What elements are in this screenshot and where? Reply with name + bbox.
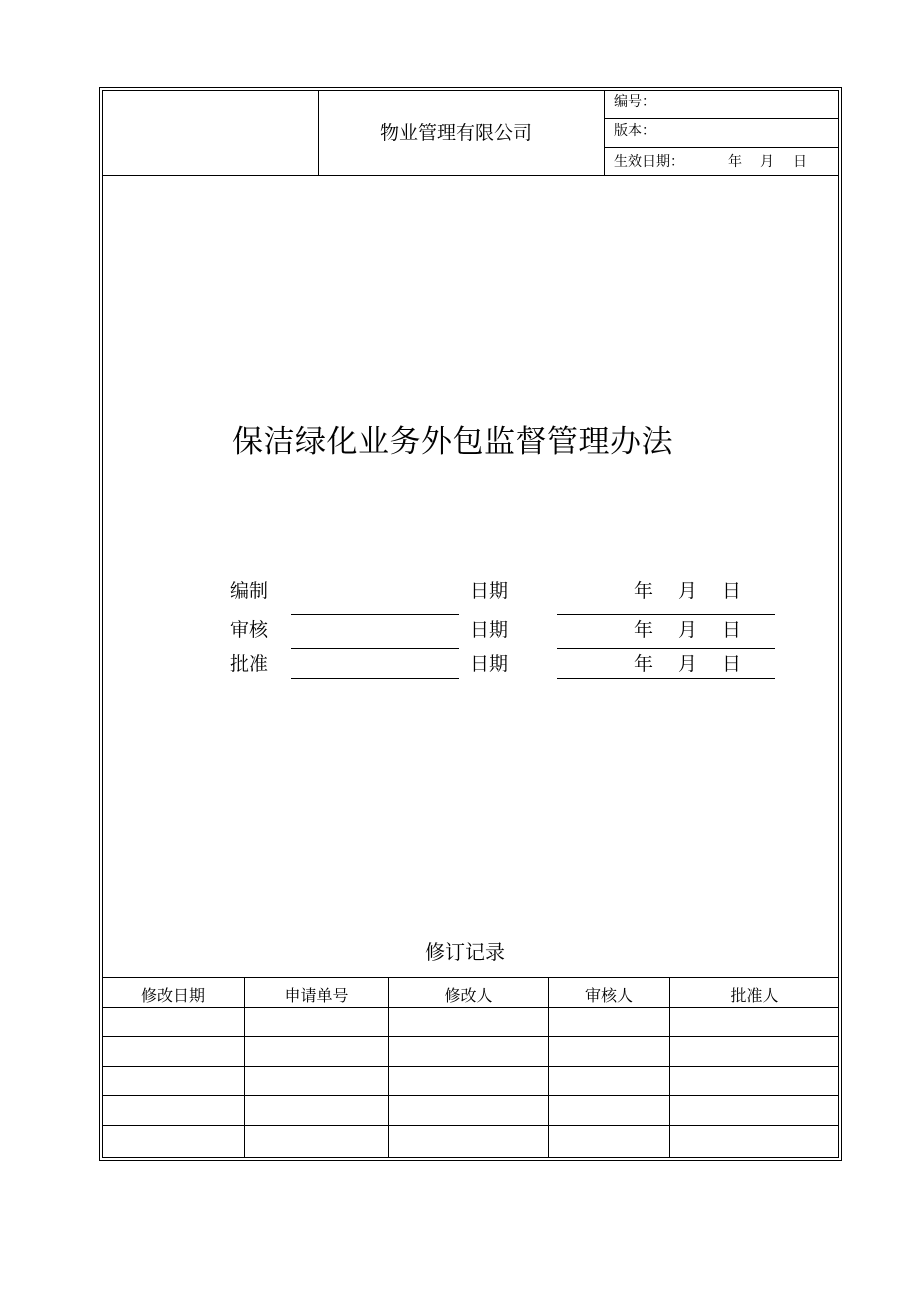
signature-line [291,614,459,615]
signature-line [291,648,459,649]
company-name: 物业管理有限公司 [380,122,533,144]
signoff-date-label: 日期 [470,619,509,641]
signoff-year: 年 [634,619,654,641]
column-header-modifier: 修改人 [444,986,493,1005]
document-title: 保洁绿化业务外包监督管理办法 [232,424,673,460]
signoff-date-label: 日期 [470,580,509,602]
table-rule [102,1007,839,1008]
signoff-day: 日 [722,653,742,675]
version-label: 版本： [614,123,656,139]
effective-month: 月 [760,154,774,170]
table-rule [102,1036,839,1037]
table-rule [102,1125,839,1126]
signoff-date-label: 日期 [470,653,509,675]
signoff-day: 日 [722,619,742,641]
meta-rule-1 [604,118,839,119]
signoff-month: 月 [678,619,698,641]
signoff-year: 年 [634,580,654,602]
header-bottom-rule [102,175,839,176]
date-line [557,648,775,649]
header-divider-right [604,90,605,176]
signature-line [291,678,459,679]
signoff-role: 审核 [230,619,269,641]
effective-year: 年 [728,154,742,170]
signoff-day: 日 [722,580,742,602]
revision-title: 修订记录 [425,940,505,964]
signoff-year: 年 [634,653,654,675]
date-line [557,678,775,679]
meta-rule-2 [604,147,839,148]
signoff-month: 月 [678,653,698,675]
date-line [557,614,775,615]
table-rule [102,977,839,978]
effective-date-label: 生效日期： [614,154,684,170]
header-divider-left [318,90,319,176]
column-header-approver: 批准人 [730,986,779,1005]
signoff-month: 月 [678,580,698,602]
signoff-role: 编制 [230,580,269,602]
effective-day: 日 [793,154,807,170]
doc-no-label: 编号： [614,94,656,110]
column-header-modify-date: 修改日期 [140,986,205,1005]
column-header-request-no: 申请单号 [284,986,349,1005]
column-header-reviewer: 审核人 [584,986,633,1005]
table-rule [102,1095,839,1096]
table-rule [102,1066,839,1067]
signoff-role: 批准 [230,653,269,675]
